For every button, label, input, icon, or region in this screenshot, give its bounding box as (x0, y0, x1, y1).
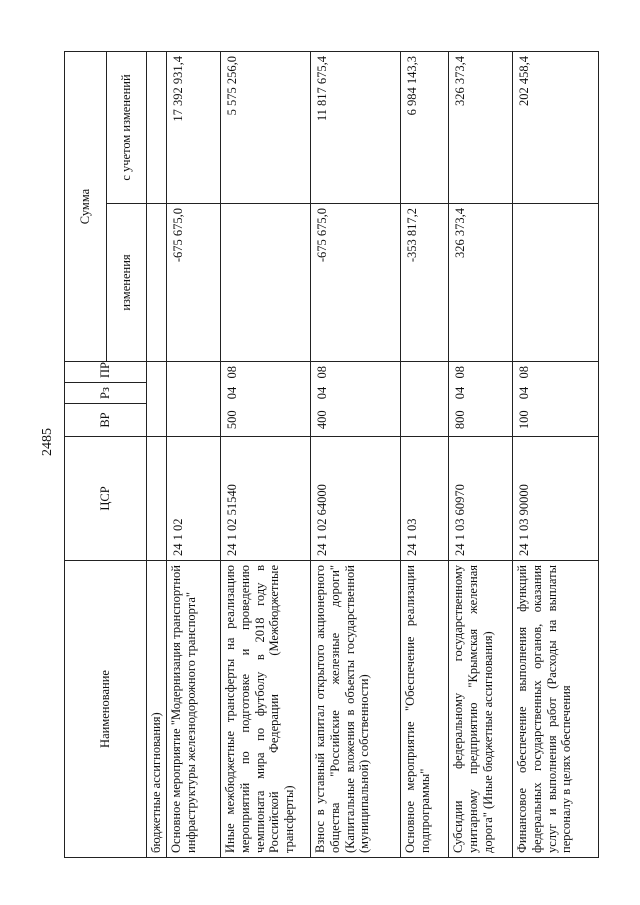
table-row (167, 52, 221, 858)
cell-name: Иные межбюджетные трансферты на реализацию мероприятий по подготовке и проведению чемпионата мира по футболу в 2018 году в Российской Федерации (Межбюджетные трансферты) (221, 561, 311, 858)
cell-vr (147, 404, 167, 437)
cell-name: Субсидии федеральному государственному унитарному предприятию "Крымская железная дорога" (Иные бюджетные ассигнования) (449, 561, 513, 858)
table-row (221, 52, 311, 858)
cell-rz: 04 (513, 383, 599, 404)
table-row (513, 52, 599, 858)
cell-name: Основное мероприятие "Обеспечение реализации подпрограммы" (401, 561, 449, 858)
cell-total: 202 458,4 (513, 52, 599, 204)
cell-pr: 08 (449, 362, 513, 383)
header-pr: ПР (65, 362, 147, 383)
cell-total: 17 392 931,4 (167, 52, 221, 204)
cell-total: 6 984 143,3 (401, 52, 449, 204)
cell-csr: 24 1 03 90000 (513, 437, 599, 561)
cell-pr (147, 362, 167, 383)
cell-pr: 08 (311, 362, 401, 383)
cell-name: Взнос в уставный капитал открытого акционерного общества "Российские железные дороги" (Капитальные вложения в объекты государственной (муниципальной) собственности) (311, 561, 401, 858)
cell-csr: 24 1 02 64000 (311, 437, 401, 561)
cell-rz (147, 383, 167, 404)
cell-pr: 08 (221, 362, 311, 383)
cell-name: Основное мероприятие "Модернизация транспортной инфраструктуры железнодорожного транспорта" (167, 561, 221, 858)
cell-name: Финансовое обеспечение выполнения функций федеральных государственных органов, оказания услуг и выполнения работ (Расходы на выплаты персоналу в целях обеспечения (513, 561, 599, 858)
cell-csr: 24 1 03 (401, 437, 449, 561)
header-csr: ЦСР (65, 437, 147, 561)
table-row (147, 52, 167, 858)
cell-pr (167, 362, 221, 383)
cell-csr: 24 1 02 (167, 437, 221, 561)
rotated-table-container (64, 52, 574, 858)
cell-change: -675 675,0 (167, 204, 221, 362)
cell-total: 326 373,4 (449, 52, 513, 204)
header-name: Наименование (65, 561, 147, 858)
cell-csr (147, 437, 167, 561)
cell-total: 11 817 675,4 (311, 52, 401, 204)
cell-total (147, 52, 167, 204)
header-sum: Сумма (65, 52, 107, 362)
cell-pr (401, 362, 449, 383)
cell-vr: 400 (311, 404, 401, 437)
cell-vr (401, 404, 449, 437)
page-number: 2485 (40, 428, 55, 456)
cell-name: бюджетные ассигнования) (147, 561, 167, 858)
cell-rz (401, 383, 449, 404)
cell-csr: 24 1 02 51540 (221, 437, 311, 561)
cell-change (147, 204, 167, 362)
cell-change (221, 204, 311, 362)
cell-rz: 04 (311, 383, 401, 404)
header-vr: ВР (65, 404, 147, 437)
cell-change: -675 675,0 (311, 204, 401, 362)
cell-rz: 04 (449, 383, 513, 404)
cell-total: 5 575 256,0 (221, 52, 311, 204)
cell-change: -353 817,2 (401, 204, 449, 362)
header-with-changes: с учетом изменений (107, 52, 147, 204)
cell-rz: 04 (221, 383, 311, 404)
cell-change: 326 373,4 (449, 204, 513, 362)
cell-vr (167, 404, 221, 437)
header-rz: Рз (65, 383, 147, 404)
cell-change (513, 204, 599, 362)
cell-rz (167, 383, 221, 404)
table-row (401, 52, 449, 858)
budget-table (64, 51, 599, 858)
cell-pr: 08 (513, 362, 599, 383)
table-row (449, 52, 513, 858)
table-row (311, 52, 401, 858)
cell-vr: 500 (221, 404, 311, 437)
cell-csr: 24 1 03 60970 (449, 437, 513, 561)
header-changes: изменения (107, 204, 147, 362)
cell-vr: 100 (513, 404, 599, 437)
cell-vr: 800 (449, 404, 513, 437)
